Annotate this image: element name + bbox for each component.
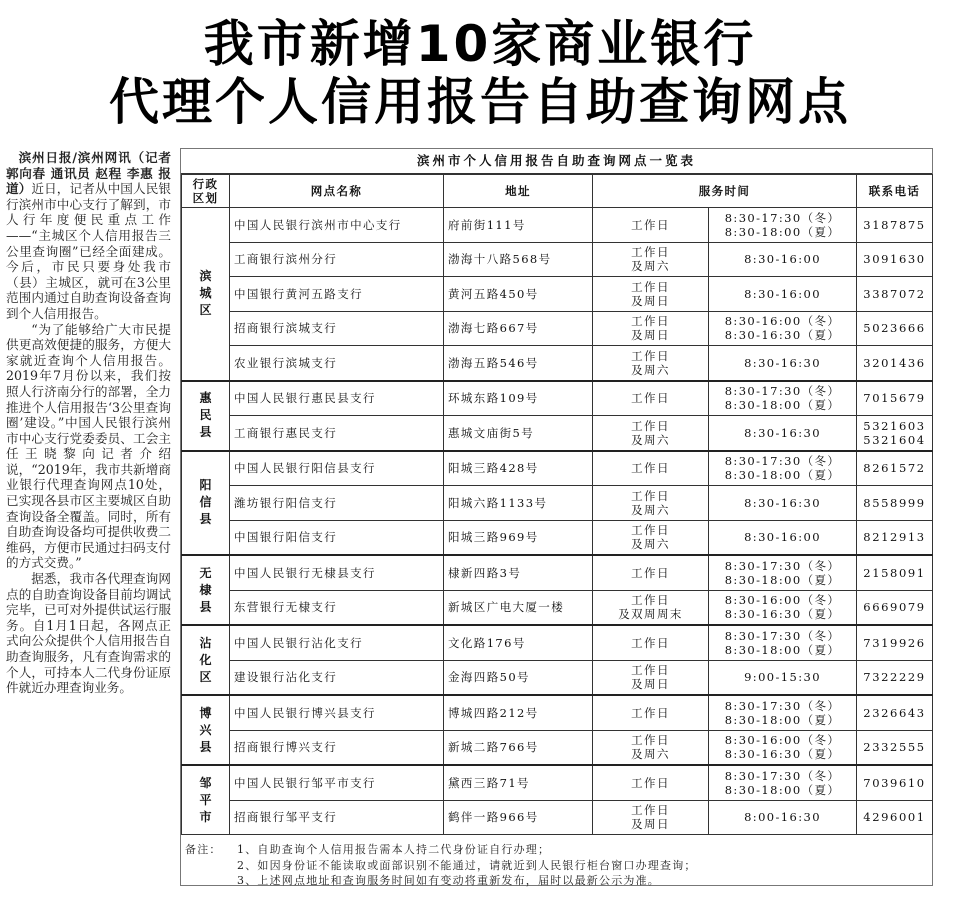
branch-name-cell: 中国人民银行惠民县支行: [230, 381, 444, 416]
branch-name-cell: 中国银行阳信支行: [230, 520, 444, 555]
table-row: [182, 660, 933, 695]
service-hours-cell: 8:30-16:00（冬） 8:30-16:30（夏）: [709, 590, 857, 625]
service-days-cell: 工作日: [593, 695, 709, 730]
address-cell: 阳城三路969号: [444, 520, 593, 555]
address-cell: 黛西三路71号: [444, 765, 593, 800]
address-cell: 渤海十八路568号: [444, 242, 593, 277]
branch-name-cell: 建设银行沾化支行: [230, 660, 444, 695]
article-paragraph: 据悉，我市各代理查询网点的自助查询设备目前均调试完毕，已可对外提供试运行服务。自1月1日起，各网点正式向公众提供个人信用报告自助查询服务，凡有查询需求的个人，可持本人二代身份证原件就近办理查询业务。: [6, 571, 171, 696]
address-cell: 新城二路766号: [444, 730, 593, 765]
table-row: [182, 625, 933, 660]
branch-name-cell: 中国人民银行滨州市中心支行: [230, 208, 444, 243]
service-hours-cell: 8:30-16:00（冬） 8:30-16:30（夏）: [709, 311, 857, 346]
address-cell: 阳城三路428号: [444, 451, 593, 486]
note-line: 2、如因身份证不能读取或面部识别不能通过，请就近到人民银行柜台窗口办理查询；: [237, 858, 697, 872]
service-hours-cell: 9:00-15:30: [709, 660, 857, 695]
service-hours-cell: 8:30-16:00: [709, 242, 857, 277]
table-row: [182, 590, 933, 625]
table-row: [182, 800, 933, 835]
table-row: [182, 416, 933, 451]
table-row: [182, 486, 933, 521]
address-cell: 环城东路109号: [444, 381, 593, 416]
branch-name-cell: 中国银行黄河五路支行: [230, 277, 444, 312]
service-days-cell: 工作日 及周六: [593, 520, 709, 555]
service-hours-cell: 8:30-17:30（冬） 8:30-18:00（夏）: [709, 625, 857, 660]
address-cell: 渤海七路667号: [444, 311, 593, 346]
table-row: [182, 381, 933, 416]
phone-cell: 8261572: [857, 451, 933, 486]
phone-cell: 2326643: [857, 695, 933, 730]
table-header-row: [182, 175, 933, 208]
service-hours-cell: 8:30-16:30: [709, 416, 857, 451]
branch-name-cell: 中国人民银行邹平市支行: [230, 765, 444, 800]
branch-name-cell: 中国人民银行沾化支行: [230, 625, 444, 660]
table-row: [182, 242, 933, 277]
service-days-cell: 工作日: [593, 451, 709, 486]
branch-name-cell: 农业银行滨城支行: [230, 346, 444, 381]
phone-cell: 4296001: [857, 800, 933, 835]
table-row: [182, 520, 933, 555]
notes-label: 备注：: [185, 843, 222, 856]
table-notes: [181, 835, 932, 889]
phone-cell: 3201436: [857, 346, 933, 381]
address-cell: 府前街111号: [444, 208, 593, 243]
service-hours-cell: 8:30-17:30（冬） 8:30-18:00（夏）: [709, 381, 857, 416]
table-row: [182, 451, 933, 486]
address-cell: 博城四路212号: [444, 695, 593, 730]
service-hours-cell: 8:30-16:00（冬） 8:30-16:30（夏）: [709, 730, 857, 765]
phone-cell: 8558999: [857, 486, 933, 521]
branch-name-cell: 工商银行惠民支行: [230, 416, 444, 451]
district-cell: 沾 化 区: [182, 625, 230, 695]
district-cell: 无 棣 县: [182, 555, 230, 625]
phone-cell: 8212913: [857, 520, 933, 555]
service-hours-cell: 8:30-16:00: [709, 277, 857, 312]
service-days-cell: 工作日 及周日: [593, 311, 709, 346]
header-address: 地址: [444, 175, 593, 208]
service-days-cell: 工作日 及周六: [593, 416, 709, 451]
table-row: [182, 730, 933, 765]
note-line: 3、上述网点地址和查询服务时间如有变动将重新发布，届时以最新公示为准。: [237, 874, 660, 887]
table-row: [182, 208, 933, 243]
branch-name-cell: 招商银行邹平支行: [230, 800, 444, 835]
phone-cell: 2332555: [857, 730, 933, 765]
phone-cell: 7319926: [857, 625, 933, 660]
table-row: [182, 765, 933, 800]
table-body: [182, 208, 933, 835]
phone-cell: 3387072: [857, 277, 933, 312]
phone-cell: 3091630: [857, 242, 933, 277]
headline-line-1: 我市新增10家商业银行: [203, 15, 757, 73]
table-row: [182, 311, 933, 346]
district-cell: 阳 信 县: [182, 451, 230, 556]
table-title: 滨州市个人信用报告自助查询网点一览表: [181, 149, 932, 174]
address-cell: 惠城文庙街5号: [444, 416, 593, 451]
address-cell: 渤海五路546号: [444, 346, 593, 381]
service-days-cell: 工作日 及周六: [593, 346, 709, 381]
branch-name-cell: 东营银行无棣支行: [230, 590, 444, 625]
service-days-cell: 工作日 及周日: [593, 277, 709, 312]
service-days-cell: 工作日 及周六: [593, 730, 709, 765]
address-cell: 金海四路50号: [444, 660, 593, 695]
district-cell: 邹 平 市: [182, 765, 230, 835]
phone-cell: 7039610: [857, 765, 933, 800]
district-cell: 博 兴 县: [182, 695, 230, 765]
branch-name-cell: 招商银行博兴支行: [230, 730, 444, 765]
service-days-cell: 工作日 及周日: [593, 660, 709, 695]
branch-name-cell: 潍坊银行阳信支行: [230, 486, 444, 521]
service-hours-cell: 8:30-17:30（冬） 8:30-18:00（夏）: [709, 695, 857, 730]
branch-table: [181, 174, 933, 835]
address-cell: 文化路176号: [444, 625, 593, 660]
table-row: [182, 346, 933, 381]
article-byline: 滨州日报/滨州网讯（记者 郭向春 通讯员 赵程 李惠 报道）: [6, 150, 171, 197]
branch-name-cell: 招商银行滨城支行: [230, 311, 444, 346]
service-hours-cell: 8:30-17:30（冬） 8:30-18:00（夏）: [709, 208, 857, 243]
table-row: [182, 277, 933, 312]
phone-cell: 5023666: [857, 311, 933, 346]
branch-name-cell: 中国人民银行阳信县支行: [230, 451, 444, 486]
address-cell: 新城区广电大厦一楼: [444, 590, 593, 625]
header-phone: 联系电话: [857, 175, 933, 208]
service-days-cell: 工作日: [593, 555, 709, 590]
service-hours-cell: 8:30-17:30（冬） 8:30-18:00（夏）: [709, 765, 857, 800]
district-cell: 惠 民 县: [182, 381, 230, 451]
branch-table-panel: [180, 148, 933, 886]
header-name: 网点名称: [230, 175, 444, 208]
service-hours-cell: 8:30-17:30（冬） 8:30-18:00（夏）: [709, 451, 857, 486]
article-body: [6, 150, 171, 696]
service-days-cell: 工作日 及周日: [593, 800, 709, 835]
address-cell: 棣新四路3号: [444, 555, 593, 590]
table-row: [182, 695, 933, 730]
service-days-cell: 工作日 及周六: [593, 242, 709, 277]
header-service-time: 服务时间: [593, 175, 857, 208]
address-cell: 鹤伴一路966号: [444, 800, 593, 835]
service-days-cell: 工作日: [593, 765, 709, 800]
article-paragraph: “为了能够给广大市民提供更高效便捷的服务，方便大家就近查询个人信用报告。2019年7月份以来，我们按照人行济南分行的部署，全力推进个人信用报告‘3公里查询圈’建设。”中国人民银行滨州市中心支行党委委员、工会主任王晓黎向记者介绍说，“2019年，我市共新增商业银行代理查询网点10处，已实现各县市区主要城区自助查询设备全覆盖。同时，所有自助查询设备均可提供收费二维码，方便市民通过扫码支付的方式交费。”: [6, 321, 171, 571]
service-hours-cell: 8:30-16:00: [709, 520, 857, 555]
note-line: 备注： 1、自助查询个人信用报告需本人持二代身份证自行办理；: [185, 843, 551, 856]
headline-line-2: 代理个人信用报告自助查询网点: [109, 73, 851, 131]
service-days-cell: 工作日: [593, 381, 709, 416]
header-district: 行政 区划: [182, 175, 230, 208]
service-days-cell: 工作日 及双周周末: [593, 590, 709, 625]
address-cell: 阳城六路1133号: [444, 486, 593, 521]
service-days-cell: 工作日: [593, 208, 709, 243]
service-hours-cell: 8:00-16:30: [709, 800, 857, 835]
article-paragraph: 滨州日报/滨州网讯（记者 郭向春 通讯员 赵程 李惠 报道）近日，记者从中国人民银行滨州市中心支行了解到，市人行年度便民重点工作——“主城区个人信用报告三公里查询圈”已经全面建成。今后，市民只要身处我市（县）主城区，就可在3公里范围内通过自助查询设备查询到个人信用报告。: [6, 150, 172, 321]
phone-cell: 2158091: [857, 555, 933, 590]
address-cell: 黄河五路450号: [444, 277, 593, 312]
district-cell: 滨 城 区: [182, 208, 230, 381]
table-row: [182, 555, 933, 590]
phone-cell: 7322229: [857, 660, 933, 695]
service-hours-cell: 8:30-17:30（冬） 8:30-18:00（夏）: [709, 555, 857, 590]
service-days-cell: 工作日 及周六: [593, 486, 709, 521]
branch-name-cell: 中国人民银行无棣县支行: [230, 555, 444, 590]
branch-name-cell: 工商银行滨州分行: [230, 242, 444, 277]
phone-cell: 5321603 5321604: [857, 416, 933, 451]
branch-name-cell: 中国人民银行博兴县支行: [230, 695, 444, 730]
service-hours-cell: 8:30-16:30: [709, 486, 857, 521]
service-hours-cell: 8:30-16:30: [709, 346, 857, 381]
phone-cell: 7015679: [857, 381, 933, 416]
phone-cell: 3187875: [857, 208, 933, 243]
phone-cell: 6669079: [857, 590, 933, 625]
service-days-cell: 工作日: [593, 625, 709, 660]
